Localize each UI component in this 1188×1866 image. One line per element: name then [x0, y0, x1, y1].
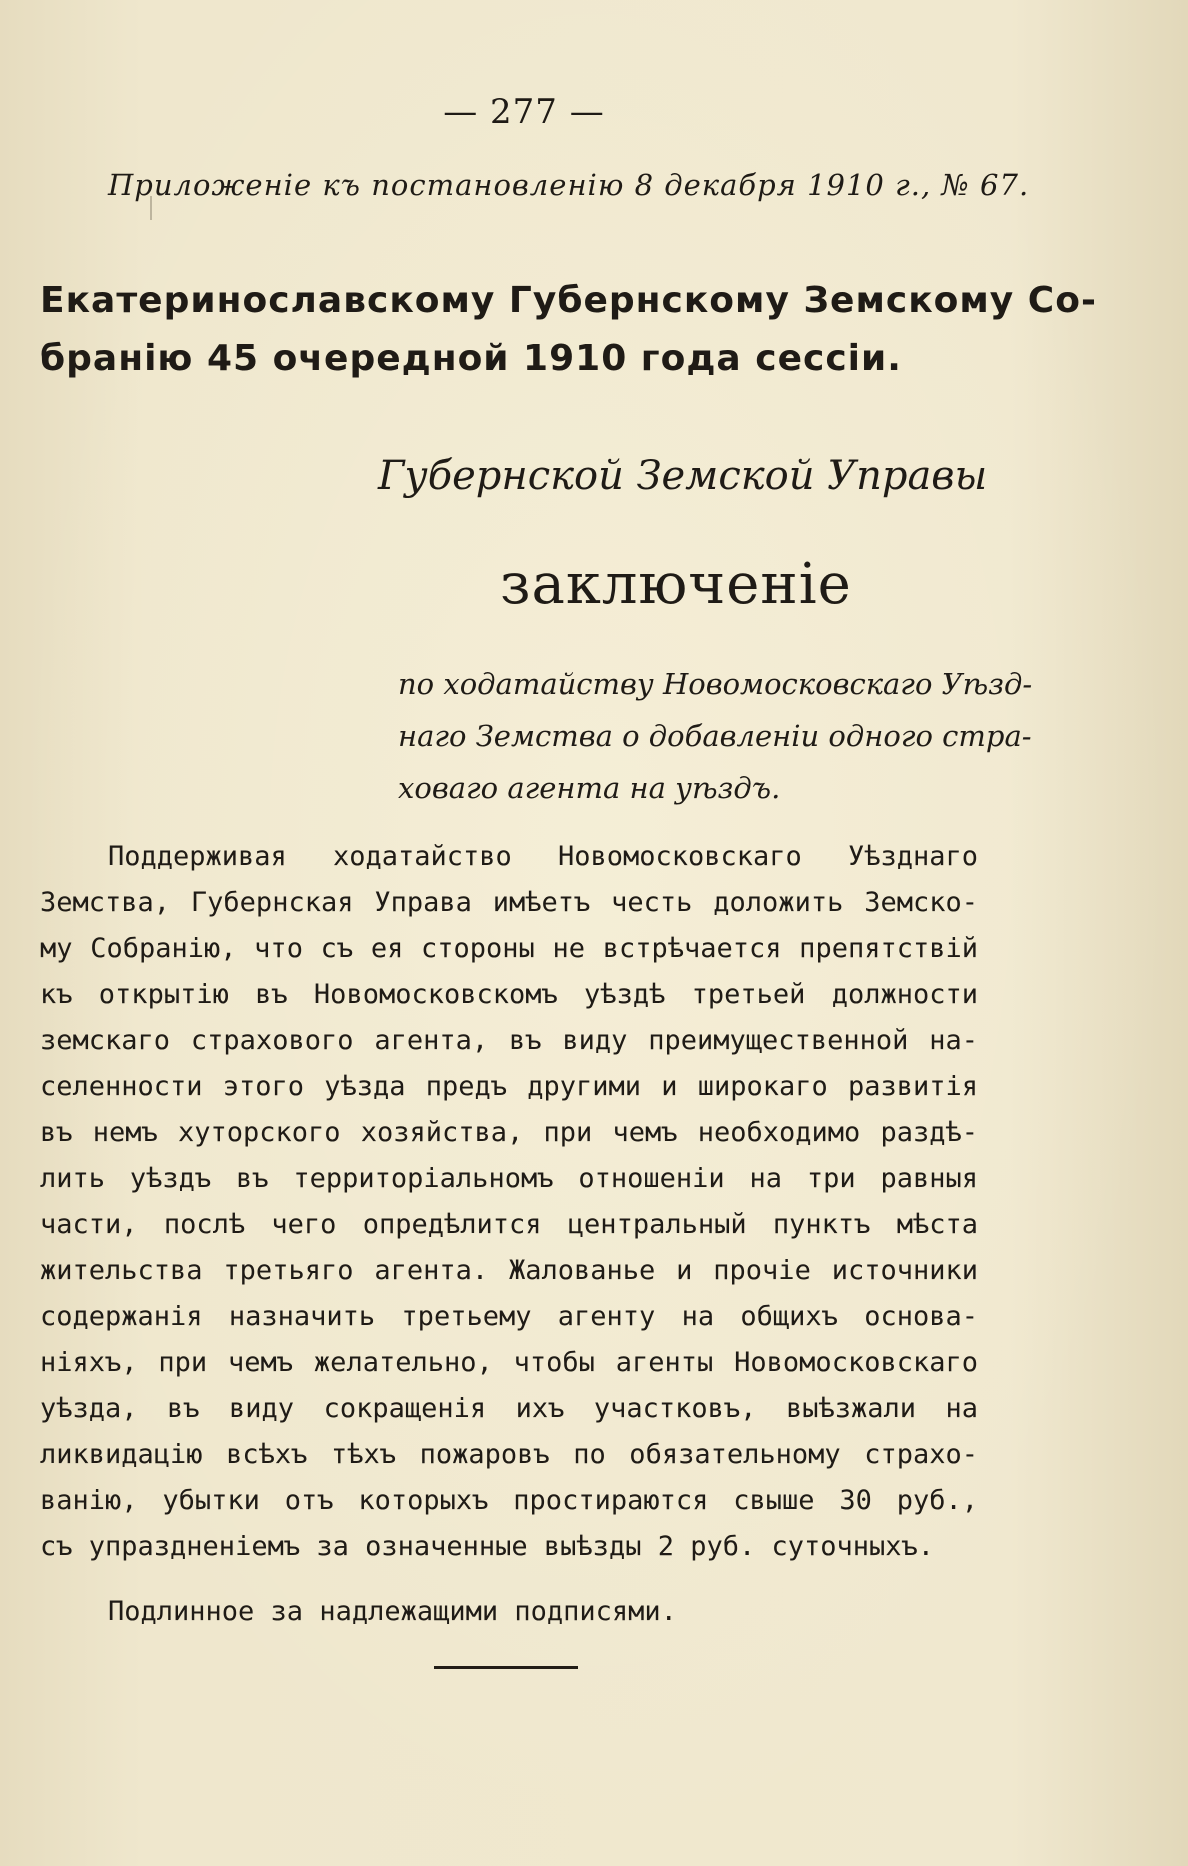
body-line: Поддерживая ходатайство Новомосковскаго Уѣзднаго — [108, 841, 978, 872]
body-line: въ немъ хуторского хозяйства, при чемъ необходимо раздѣ- — [40, 1117, 978, 1148]
body-line: ніяхъ, при чемъ желательно, чтобы агенты Новомосковскаго — [40, 1347, 978, 1378]
body-line: земскаго страхового агента, въ виду преимущественной на- — [40, 1025, 978, 1056]
body-line: ликвидацію всѣхъ тѣхъ пожаровъ по обязательному страхо- — [40, 1439, 978, 1470]
subject-line: по ходатайству Новомосковскаго Уѣзд- — [398, 667, 1033, 701]
body-line: содержанія назначить третьему агенту на общихъ основа- — [40, 1301, 978, 1332]
subject-line: ховаго агента на уѣздъ. — [398, 771, 781, 805]
appendix-note: Приложеніе къ постановленію 8 декабря 1910 г., № 67. — [108, 168, 1030, 202]
addressee-heading — [40, 272, 1097, 388]
body-line: му Собранію, что съ ея стороны не встрѣчается препятствій — [40, 933, 978, 964]
heading-line: бранію 45 очередной 1910 года сессіи. — [40, 338, 902, 379]
issuer-title: Губернской Земской Управы — [378, 453, 988, 499]
body-line: съ упраздненіемъ за означенные выѣзды 2 руб. суточныхъ. — [40, 1531, 935, 1562]
body-line: Земства, Губернская Управа имѣетъ честь доложить Земско- — [40, 887, 978, 918]
body-line: жительства третьяго агента. Жалованье и прочіе источники — [40, 1255, 978, 1286]
signature-note: Подлинное за надлежащими подписями. — [108, 1596, 677, 1627]
page-number: — 277 — — [443, 92, 605, 132]
document-type-title: заключеніе — [500, 552, 852, 617]
body-line: къ открытію въ Новомосковскомъ уѣздѣ третьей должности — [40, 979, 978, 1010]
body-line: ванію, убытки отъ которыхъ простираются свыше 30 руб., — [40, 1485, 978, 1516]
body-paragraph — [40, 834, 978, 1570]
body-line: лить уѣздъ въ территоріальномъ отношеніи на три равныя — [40, 1163, 978, 1194]
subject-block — [398, 658, 1033, 814]
closing-rule — [434, 1666, 578, 1669]
body-line: части, послѣ чего опредѣлится центральный пунктъ мѣста — [40, 1209, 978, 1240]
body-line: уѣзда, въ виду сокращенія ихъ участковъ, выѣзжали на — [40, 1393, 978, 1424]
body-line: селенности этого уѣзда предъ другими и широкаго развитія — [40, 1071, 978, 1102]
heading-line: Екатеринославскому Губернскому Земскому Со- — [40, 280, 1097, 321]
subject-line: наго Земства о добавленіи одного стра- — [398, 719, 1032, 753]
